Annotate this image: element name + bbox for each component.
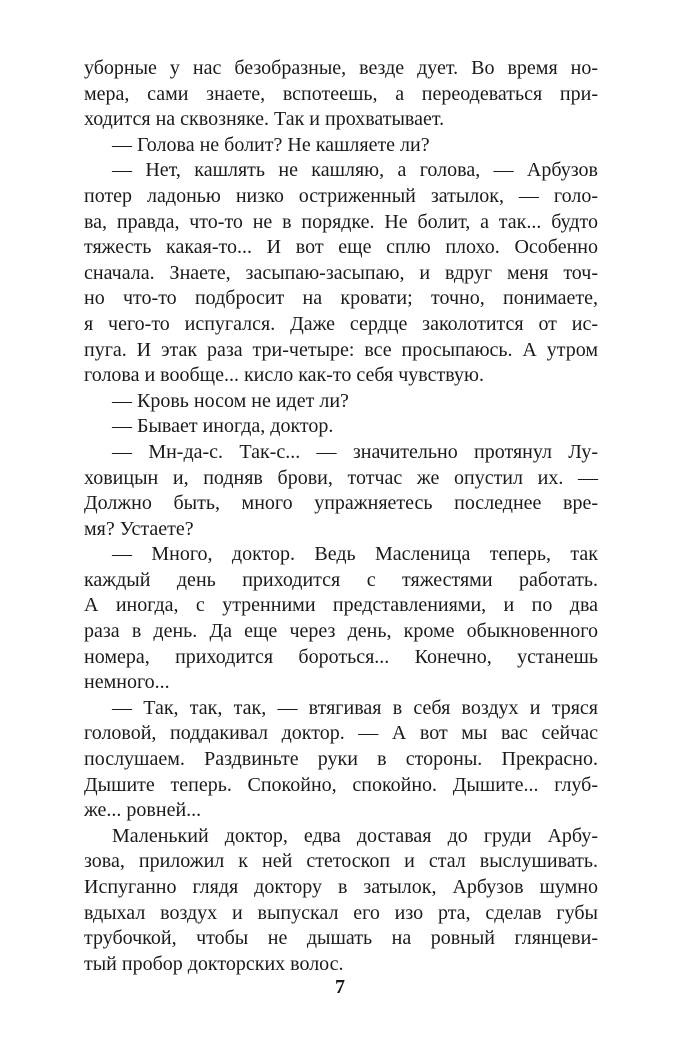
- text-line: уборные у нас безобразные, везде дует. Во время но-: [84, 57, 598, 79]
- text-line: номера, приходится бороться... Конечно, устанешь: [84, 645, 598, 668]
- text-line: А иногда, с утренними представлениями, и по два: [84, 594, 598, 617]
- text-line: ховицын и, подняв брови, тотчас же опустил их. —: [84, 466, 598, 489]
- text-line: Испуганно глядя доктору в затылок, Арбузов шумно: [84, 876, 598, 898]
- text-line: — Кровь носом не идет ли?: [112, 389, 349, 412]
- text-line: я чего-то испугался. Даже сердце заколотится от ис-: [84, 312, 598, 335]
- text-line: тый пробор докторских волос.: [84, 952, 344, 975]
- text-line: голова и вообще... кисло как-то себя чувствую.: [84, 364, 484, 387]
- text-line: пуга. И этак раза три-четыре: все просыпаюсь. А утром: [84, 338, 598, 361]
- text-line: зова, приложил к ней стетоскоп и стал выслушивать.: [84, 850, 598, 873]
- text-line: потер ладонью низко остриженный затылок, — голо-: [84, 184, 598, 207]
- text-line: немного...: [84, 671, 170, 694]
- text-line: — Мн-да-с. Так-с... — значительно протянул Лу-: [112, 440, 598, 463]
- text-line: мера, сами знаете, вспотеешь, а переодеваться при-: [84, 82, 598, 105]
- text-line: вдыхал воздух и выпускал его изо рта, сделав губы: [84, 901, 598, 924]
- text-line: — Бывает иногда, доктор.: [112, 415, 334, 438]
- text-line: Должно быть, много упражняетесь последнее вре-: [84, 492, 598, 515]
- text-line: — Много, доктор. Ведь Масленица теперь, так: [112, 543, 598, 566]
- text-line: головой, поддакивал доктор. — А вот мы вас сейчас: [84, 722, 598, 745]
- text-line: — Нет, кашлять не кашляю, а голова, — Арбузов: [112, 159, 598, 182]
- text-line: Дышите теперь. Спокойно, спокойно. Дышите... глуб-: [84, 773, 598, 796]
- page-text-block: [84, 56, 598, 977]
- text-line: же... ровней...: [84, 799, 202, 822]
- text-line: — Голова не болит? Не кашляете ли?: [112, 133, 430, 156]
- page-number: 7: [335, 976, 345, 998]
- text-line: трубочкой, чтобы не дышать на ровный глянцеви-: [84, 927, 598, 950]
- text-line: мя? Устаете?: [84, 517, 194, 540]
- text-line: послушаем. Раздвиньте руки в стороны. Прекрасно.: [84, 748, 598, 771]
- text-line: каждый день приходится с тяжестями работать.: [84, 568, 598, 591]
- text-line: но что-то подбросит на кровати; точно, понимаете,: [84, 287, 598, 310]
- text-line: — Так, так, так, — втягивая в себя воздух и тряся: [112, 696, 598, 719]
- text-line: Маленький доктор, едва доставая до груди Арбу-: [112, 824, 598, 847]
- text-line: ходится на сквозняке. Так и прохватывает.: [84, 108, 445, 131]
- text-line: тяжесть какая-то... И вот еще сплю плохо. Особенно: [84, 236, 598, 259]
- text-line: сначала. Знаете, засыпаю-засыпаю, и вдруг меня точ-: [84, 261, 598, 284]
- text-line: раза в день. Да еще через день, кроме обыкновенного: [84, 620, 598, 643]
- text-line: ва, правда, что-то не в порядке. Не болит, а так... будто: [84, 210, 598, 233]
